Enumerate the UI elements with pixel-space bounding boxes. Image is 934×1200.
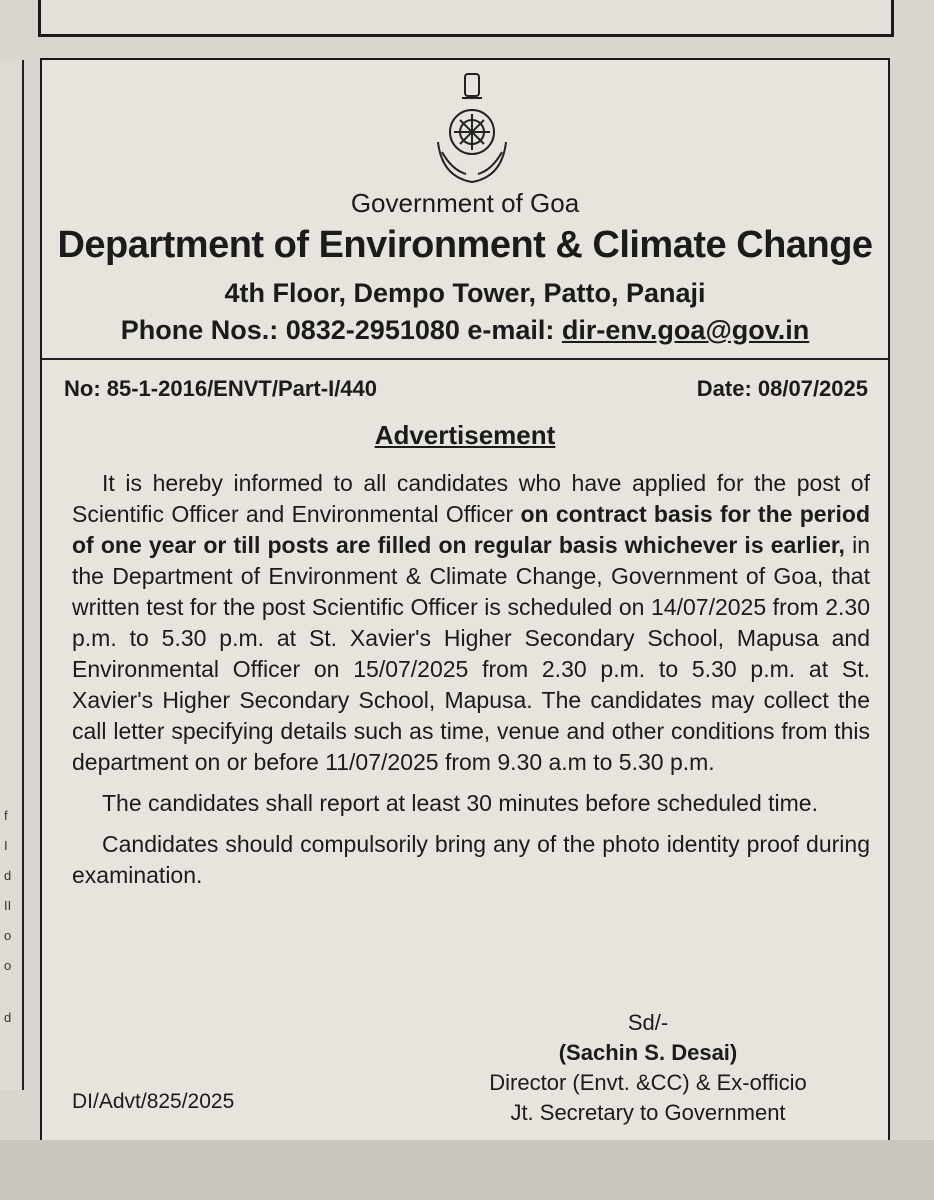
- fragment-text: d: [4, 868, 12, 883]
- email-link[interactable]: dir-env.goa@gov.in: [561, 315, 810, 345]
- signatory-name: (Sachin S. Desai): [558, 1040, 738, 1065]
- notice-title: Advertisement: [374, 420, 556, 450]
- reference-number: No: 85-1-2016/ENVT/Part-I/440: [64, 376, 378, 401]
- notice-date: Date: 08/07/2025: [696, 376, 868, 401]
- advertisement-notice: [40, 58, 890, 1168]
- notice-header: [42, 60, 888, 360]
- fragment-text: d: [4, 1010, 12, 1025]
- adjacent-ad-strip: [38, 0, 894, 37]
- fragment-text: f: [4, 808, 8, 823]
- phone-numbers: Phone Nos.: 0832-2951080 e-mail:: [120, 315, 562, 345]
- fragment-text: o: [4, 958, 12, 973]
- department-address: 4th Floor, Dempo Tower, Patto, Panaji: [224, 278, 706, 308]
- paragraph-3: Candidates should compulsorily bring any of the photo identity proof during examination.: [72, 831, 870, 888]
- contract-terms: on contract basis for the period of one year or till posts are filled on regular basis whichever is earlier,: [72, 501, 870, 558]
- signature-sd: Sd/-: [627, 1010, 669, 1035]
- signature-block: [448, 1008, 848, 1128]
- goa-emblem-icon: [432, 72, 512, 190]
- adjacent-column: [0, 60, 24, 1090]
- paragraph-2: The candidates shall report at least 30 minutes before scheduled time.: [102, 790, 818, 816]
- paragraph-1: It is hereby informed to all candidates who have applied for the post of Scientific Officer and Environmental Officer on contract basis for the period of one year or till posts are filled on regular basis whichever is earlier, in the Department of Environment & Climate Change, Government of Goa, that written test for the post Scientific Officer is scheduled on 14/07/2025 from 2.30 p.m. to 5.30 p.m. at St. Xavier's Higher Secondary School, Mapusa and Environmental Officer on 15/07/2025 from 2.30 p.m. to 5.30 p.m. at St. Xavier's Higher Secondary School, Mapusa. The candidates may collect the call letter specifying details such as time, venue and other conditions from this department on or before 11/07/2025 from 9.30 a.m to 5.30 p.m.: [72, 470, 870, 775]
- advertisement-code: DI/Advt/825/2025: [72, 1090, 235, 1113]
- fragment-text: o: [4, 928, 12, 943]
- department-name: Department of Environment & Climate Change: [57, 224, 873, 266]
- fragment-text: II: [4, 898, 12, 913]
- signatory-designation: Director (Envt. &CC) & Ex-officio: [489, 1070, 807, 1095]
- fragment-text: I: [4, 838, 8, 853]
- contact-line: [42, 315, 888, 346]
- government-name: Government of Goa: [350, 188, 580, 218]
- signatory-designation-2: Jt. Secretary to Government: [510, 1100, 786, 1125]
- page-bottom-edge: [0, 1140, 934, 1200]
- notice-body: [72, 468, 870, 901]
